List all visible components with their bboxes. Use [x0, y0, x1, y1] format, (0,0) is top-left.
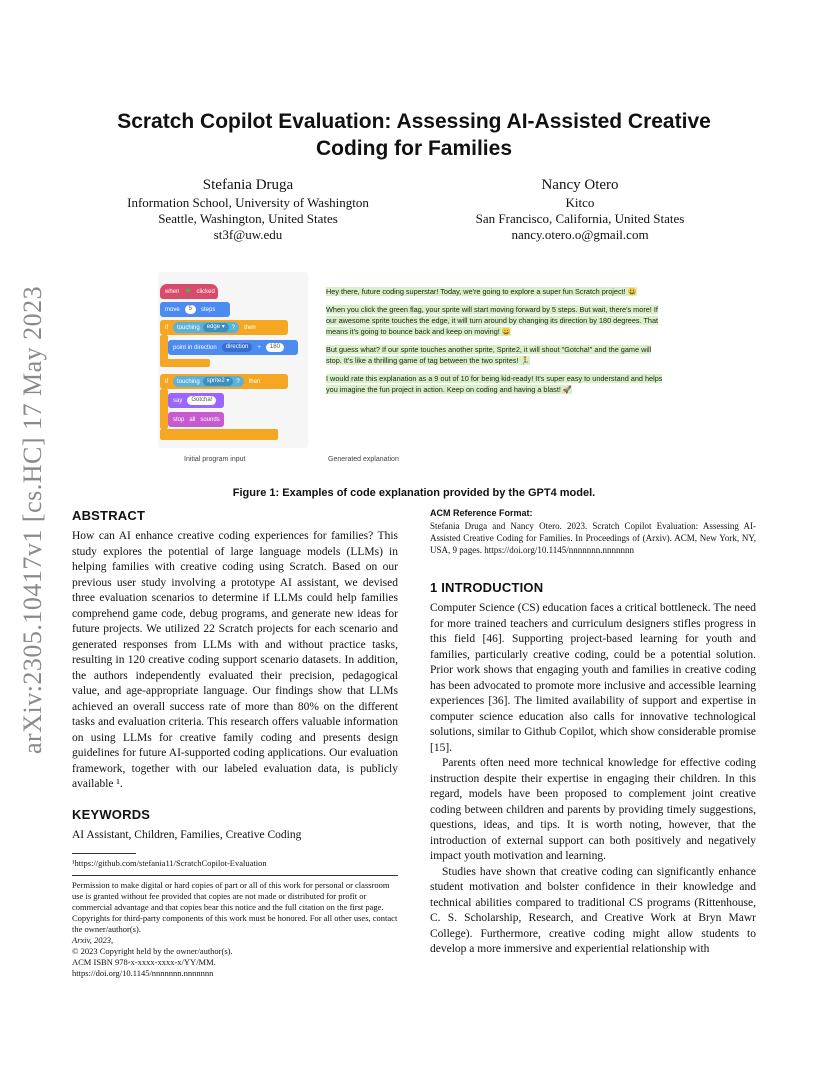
- figure-caption: Figure 1: Examples of code explanation provided by the GPT4 model.: [232, 487, 596, 499]
- author-email: nancy.otero.o@gmail.com: [511, 227, 649, 242]
- point-in-direction-block: point in direction direction + 180: [168, 340, 298, 355]
- touching-sprite2-sensor: touching sprite2 ▾ ?: [173, 376, 244, 387]
- permission-notice: [72, 880, 398, 979]
- generated-explanation: [326, 286, 666, 402]
- right-column: [430, 508, 756, 958]
- explanation-paragraph: I would rate this explanation as a 9 out of 10 for being kid-ready! It's super easy to understand and helps you imagine the fun project in action. Keep on coding and having a blast! 🚀: [326, 374, 663, 394]
- author-affiliation: Information School, University of Washington: [127, 195, 369, 210]
- paper-title: Scratch Copilot Evaluation: Assessing AI-Assisted Creative Coding for Families: [117, 110, 711, 160]
- intro-paragraph: Parents often need more technical knowledge for effective coding instruction despite their expertise in engaging their children. In this regard, models have been proposed to complement joint creative coding between children and parents by providing timely suggestions, questions, ideas, and tips. It is worth noting, however, that the introduction of external support can both positively and negatively impact youth motivation and learning.: [430, 757, 756, 862]
- generated-explanation-label: Generated explanation: [328, 456, 399, 463]
- initial-program-label: Initial program input: [184, 456, 246, 463]
- acm-reference-heading: ACM Reference Format:: [430, 508, 533, 518]
- if-block-bottom: [160, 359, 210, 367]
- permission-divider: [72, 875, 398, 876]
- doi: https://doi.org/10.1145/nnnnnnn.nnnnnnn: [72, 968, 214, 978]
- scratch-blocks-panel: [158, 272, 308, 448]
- footnote-divider: [72, 853, 136, 854]
- abstract-text: How can AI enhance creative coding experiences for families? This study explores the potential of large language models (LLMs) in helping families with creative coding using Scratch. Based on our previous user study involving a prototype AI assistant, we devised three evaluation scenarios to determine if LLMs could help families comprehend game code, debug programs, and generate new ideas for future projects. We utilized 22 Scratch projects for each scenario and generated responses from LLMs with and without practice tasks, resulting in 120 creative coding support scenario datasets. In addition, the authors independently evaluated their precision, pedagogical value, and age-appropriate language. Our findings show that LLMs achieved an overall success rate of more than 80% on the different tasks and evaluation criteria. This research offers valuable information on using LLMs for creative family coding and presents design guidelines for future AI-supported coding applications. Our evaluation framework, together with our labeled evaluation data, is publicly available ¹.: [72, 530, 398, 790]
- arxiv-stamp: arXiv:2305.10417v1 [cs.HC] 17 May 2023: [18, 285, 47, 755]
- introduction-heading: 1 INTRODUCTION: [430, 580, 544, 595]
- author-email: st3f@uw.edu: [213, 227, 283, 242]
- if-touching-sprite2-block: if touching sprite2 ▾ ? then: [160, 374, 288, 389]
- author-location: San Francisco, California, United States: [475, 211, 685, 226]
- permission-text: Permission to make digital or hard copies of part or all of this work for personal or classroom use is granted without fee provided that copies are not made or distributed for profit or commercial advantage and that copies bear this notice and the full citation on the first page. Copyrights for third-party components of this work must be honored. For all other uses, contact the owner/author(s).: [72, 880, 398, 934]
- move-steps-block: move 5 steps: [160, 302, 230, 317]
- if-block-bottom: [160, 429, 278, 440]
- footnote: ¹https://github.com/stefania11/ScratchCopilot-Evaluation: [72, 858, 267, 868]
- abstract-heading: ABSTRACT: [72, 508, 146, 523]
- author-name: Stefania Druga: [202, 177, 294, 193]
- say-block: say Gotcha!: [168, 393, 224, 408]
- keywords-text: AI Assistant, Children, Families, Creative Coding: [72, 828, 302, 841]
- if-touching-edge-block: if touching edge ▾ ? then: [160, 320, 288, 335]
- if-block-arm: [160, 335, 168, 361]
- explanation-paragraph: When you click the green flag, your sprite will start moving forward by 5 steps. But wait, there's more! If our awesome sprite touches the edge, it will turn around by changing its direction by 180 degrees. That means it's going to bounce back and keep on moving! 😄: [326, 305, 659, 336]
- stop-sounds-block: stop all sounds: [168, 412, 224, 427]
- intro-paragraph: Studies have shown that creative coding can significantly enhance student motivation and bolster confidence in their knowledge and technical abilities compared to traditional CS programs (Rittenhouse, C. S. Scholarship, Research, and Creative Work at Bryn Mawr College). Furthermore, creative coding might allow students to develop a more immersive and experiential relationship with: [430, 865, 756, 955]
- copyright: © 2023 Copyright held by the owner/author(s).: [72, 946, 233, 956]
- left-column: [72, 508, 398, 979]
- intro-paragraph: Computer Science (CS) education faces a critical bottleneck. The need for more trained teachers and curriculum designers stifles progress in this field [46]. Supporting project-based learning for youth and families, particularly creative coding, could be a potential solution. Prior work shows that engaging youth and families in creative coding has been advocated to promote more inclusive and accessible learning experiences [36]. The limited availability of support and expertise in computer science education also calls for innovative technological solutions, similar to Github Copilot, which show considerable promise [15].: [430, 602, 756, 754]
- keywords-heading: KEYWORDS: [72, 806, 151, 822]
- explanation-paragraph: But guess what? If our sprite touches another sprite, Sprite2, it will shout "Gotcha!" and the game will stop. It's like a thrilling game of tag between the two sprites! 🏃: [326, 345, 652, 365]
- isbn: ACM ISBN 978-x-xxxx-xxxx-x/YY/MM.: [72, 957, 216, 967]
- if-block-arm: [160, 389, 168, 429]
- author-name: Nancy Otero: [541, 177, 619, 193]
- when-flag-clicked-block: when ⚑ clicked: [160, 284, 218, 299]
- green-flag-icon: ⚑: [184, 287, 192, 296]
- venue: Arxiv, 2023,: [72, 935, 114, 945]
- author-affiliation: Kitco: [565, 195, 595, 210]
- author-location: Seattle, Washington, United States: [158, 211, 338, 226]
- author-block: [100, 176, 396, 243]
- author-block: [432, 176, 728, 243]
- touching-edge-sensor: touching edge ▾ ?: [173, 322, 239, 333]
- acm-reference-text: Stefania Druga and Nancy Otero. 2023. Scratch Copilot Evaluation: Assessing AI-Assisted Creative Coding for Families. In Proceedings of (Arxiv). ACM, New York, NY, USA, 9 pages. https://doi.org/10.1145/nnnnnnn.nnnnnnn: [430, 521, 756, 555]
- figure-1: [158, 272, 670, 468]
- explanation-paragraph: Hey there, future coding superstar! Today, we're going to explore a super fun Scratch project! 😃: [326, 287, 637, 296]
